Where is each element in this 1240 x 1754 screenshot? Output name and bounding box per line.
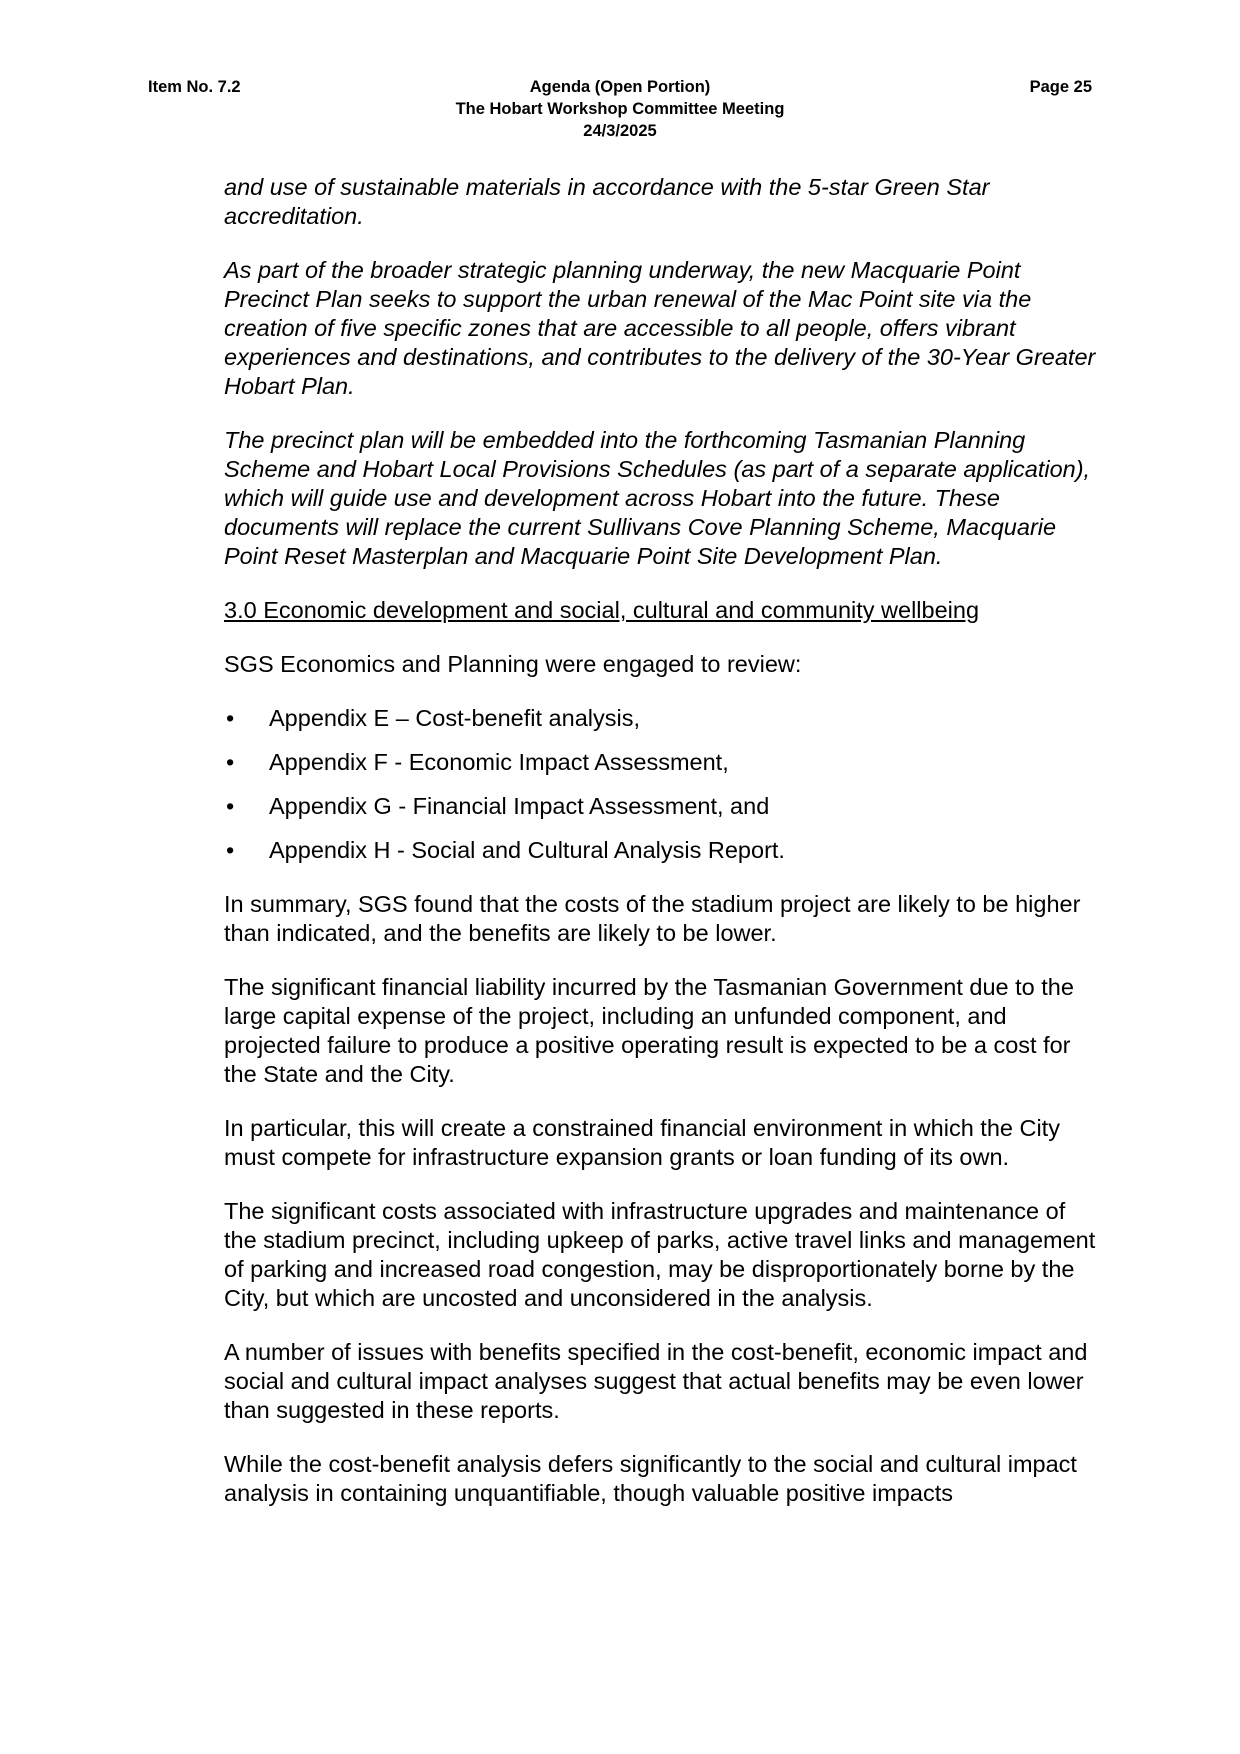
bullet-icon: • [226,705,235,731]
document-body [224,173,1104,1533]
list-item [224,704,1104,733]
appendix-list [224,704,1104,865]
list-item [224,748,1104,777]
paragraph: While the cost-benefit analysis defers significantly to the social and cultural impact analysis in containing unquantifiable, though valuable positive impacts [224,1451,1077,1506]
meeting-date: 24/3/2025 [583,122,657,140]
paragraph: and use of sustainable materials in accordance with the 5-star Green Star accreditation. [224,174,990,229]
paragraph: As part of the broader strategic planning underway, the new Macquarie Point Precinct Plan seeks to support the urban renewal of the Mac Point site via the creation of five specific zones that are accessible to all people, offers vibrant experiences and destinations, and contributes to the delivery of the 30-Year Greater Hobart Plan. [224,257,1096,399]
page-number: Page 25 [1029,78,1092,96]
paragraph: In particular, this will create a constrained financial environment in which the City must compete for infrastructure expansion grants or loan funding of its own. [224,1115,1060,1170]
paragraph: The precinct plan will be embedded into the forthcoming Tasmanian Planning Scheme and Hobart Local Provisions Schedules (as part of a separate application), which will guide use and development across Hobart into the future. These documents will replace the current Sullivans Cove Planning Scheme, Macquarie Point Reset Masterplan and Macquarie Point Site Development Plan. [224,427,1091,569]
paragraph: A number of issues with benefits specified in the cost-benefit, economic impact and social and cultural impact analyses suggest that actual benefits may be even lower than suggested in these reports. [224,1339,1088,1423]
meeting-line: The Hobart Workshop Committee Meeting [455,100,785,118]
list-item-text: Appendix G - Financial Impact Assessment, and [269,793,770,819]
list-item-text: Appendix H - Social and Cultural Analysis Report. [269,837,785,863]
section-heading: 3.0 Economic development and social, cultural and community wellbeing [224,597,980,623]
item-number: Item No. 7.2 [148,78,241,96]
paragraph: The significant financial liability incurred by the Tasmanian Government due to the large capital expense of the project, including an unfunded component, and projected failure to produce a positive operating result is expected to be a cost for the State and the City. [224,974,1074,1087]
page-header [148,76,1092,142]
bullet-icon: • [226,749,235,775]
meeting-title-block [148,76,1092,142]
list-item [224,836,1104,865]
bullet-icon: • [226,837,235,863]
agenda-line: Agenda (Open Portion) [529,78,711,96]
paragraph: The significant costs associated with infrastructure upgrades and maintenance of the stadium precinct, including upkeep of parks, active travel links and management of parking and increased road congestion, may be disproportionately borne by the City, but which are uncosted and unconsidered in the analysis. [224,1198,1096,1311]
list-item-text: Appendix F - Economic Impact Assessment, [269,749,729,775]
list-item-text: Appendix E – Cost-benefit analysis, [269,705,640,731]
paragraph: In summary, SGS found that the costs of the stadium project are likely to be higher than indicated, and the benefits are likely to be lower. [224,891,1081,946]
list-item [224,792,1104,821]
paragraph: SGS Economics and Planning were engaged to review: [224,651,802,677]
bullet-icon: • [226,793,235,819]
